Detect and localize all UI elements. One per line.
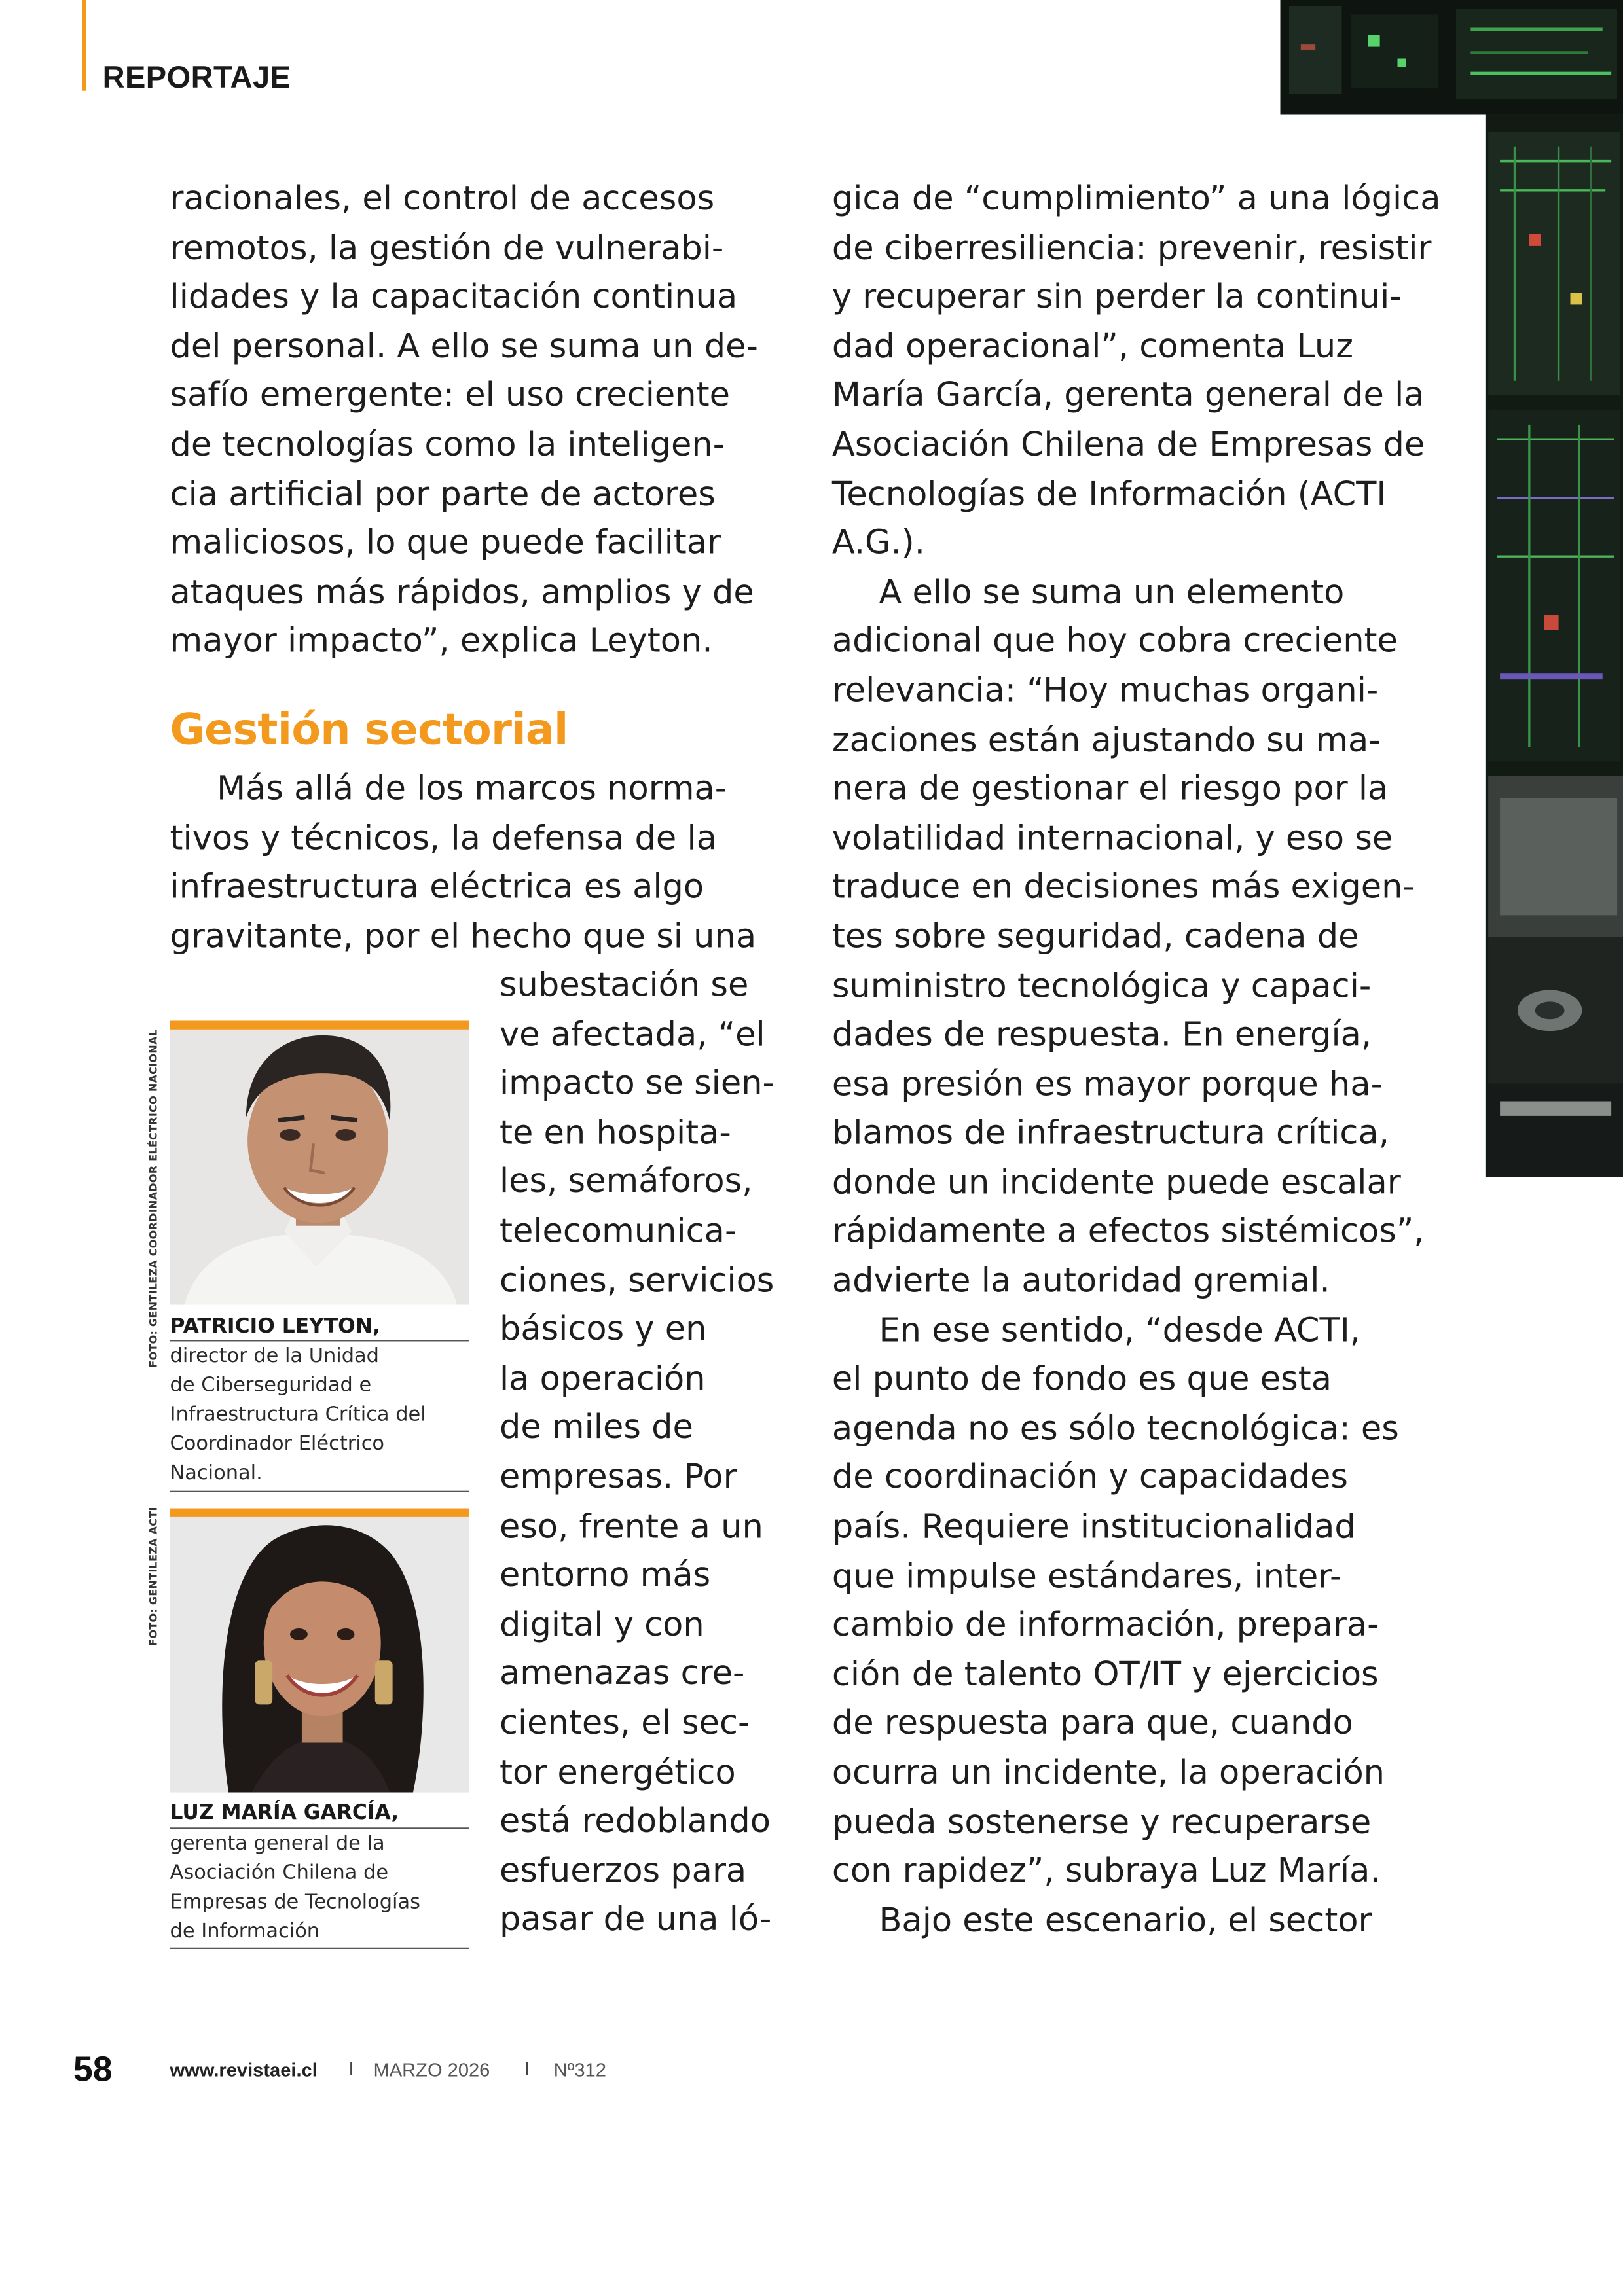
text-line: suministro tecnológica y capaci- xyxy=(831,967,1372,1005)
text-line: zaciones están ajustando su ma- xyxy=(831,721,1381,760)
caption-line: gerenta general de la xyxy=(170,1831,385,1856)
text-line: Bajo este escenario, el sector xyxy=(879,1901,1372,1941)
text-line: blamos de infraestructura crítica, xyxy=(831,1115,1389,1153)
text-line: A ello se suma un elemento xyxy=(879,573,1345,612)
text-line: digital y con xyxy=(499,1605,704,1644)
text-line: eso, frente a un xyxy=(499,1507,763,1546)
text-line: rápidamente a efectos sistémicos”, xyxy=(831,1213,1425,1251)
text-line: pasar de una ló- xyxy=(499,1901,772,1939)
text-line: lidades y la capacitación continua xyxy=(170,278,738,317)
text-line: Asociación Chilena de Empresas de xyxy=(831,426,1425,465)
text-line: ocurra un incidente, la operación xyxy=(831,1754,1385,1793)
right-column xyxy=(832,175,1441,1946)
photo-credit-leyton: FOTO: GENTILEZA COORDINADOR ELÉCTRICO NACIONAL xyxy=(146,1029,160,1368)
text-line: te en hospita- xyxy=(499,1114,731,1153)
text-line: cia artificial por parte de actores xyxy=(170,475,716,514)
text-line: tes sobre seguridad, cadena de xyxy=(831,918,1359,956)
text-line: de coordinación y capacidades xyxy=(831,1459,1348,1498)
text-line: racionales, el control de accesos xyxy=(170,180,715,219)
text-line: de respuesta para que, cuando xyxy=(831,1705,1353,1744)
text-line: empresas. Por xyxy=(499,1458,737,1497)
footer-separator: I xyxy=(348,2058,354,2080)
caption-garcia xyxy=(170,1829,420,1946)
text-line: María García, gerenta general de la xyxy=(831,376,1425,416)
caption-divider xyxy=(170,1948,469,1949)
left-column-section xyxy=(170,766,757,963)
text-line: maliciosos, lo que puede facilitar xyxy=(170,524,721,563)
text-line: la operación xyxy=(499,1359,706,1399)
text-line: volatilidad internacional, y eso se xyxy=(831,819,1393,858)
text-line: tivos y técnicos, la defensa de la xyxy=(170,819,717,858)
footer-issue: Nº312 xyxy=(553,2058,606,2081)
text-line: dades de respuesta. En energía, xyxy=(831,1016,1372,1055)
footer-separator: I xyxy=(524,2058,530,2080)
portrait-patricio-leyton xyxy=(170,1030,469,1305)
text-line: que impulse estándares, inter- xyxy=(831,1557,1342,1596)
text-line: con rapidez”, subraya Luz María. xyxy=(831,1852,1381,1891)
caption-name-leyton: PATRICIO LEYTON, xyxy=(170,1315,380,1338)
caption-line: de Información xyxy=(170,1920,320,1944)
text-line: y recuperar sin perder la continui- xyxy=(831,278,1402,317)
text-line: les, semáforos, xyxy=(499,1163,753,1202)
text-line: donde un incidente puede escalar xyxy=(831,1164,1401,1202)
text-line: del personal. A ello se suma un de- xyxy=(170,327,758,366)
caption-leyton xyxy=(170,1341,426,1488)
text-line: A.G.). xyxy=(831,524,925,563)
text-line: pueda sostenerse y recuperarse xyxy=(831,1803,1372,1842)
caption-line: Infraestructura Crítica del xyxy=(170,1403,426,1427)
portrait-luz-maria-garcia xyxy=(170,1517,469,1793)
portrait-image-leyton xyxy=(170,1030,469,1305)
text-line: el punto de fondo es que esta xyxy=(831,1361,1332,1399)
text-line: telecomunica- xyxy=(499,1212,737,1251)
text-line: Tecnologías de Información (ACTI xyxy=(831,475,1387,514)
text-line: básicos y en xyxy=(499,1310,707,1349)
text-line: remotos, la gestión de vulnerabi- xyxy=(170,229,724,268)
text-line: agenda no es sólo tecnológica: es xyxy=(831,1410,1399,1448)
text-line: subestación se xyxy=(499,966,749,1005)
text-line: advierte la autoridad gremial. xyxy=(831,1262,1330,1300)
portrait-accent-bar xyxy=(170,1509,469,1517)
caption-line: director de la Unidad xyxy=(170,1344,379,1368)
text-line: relevancia: “Hoy muchas organi- xyxy=(831,672,1379,710)
caption-divider xyxy=(170,1491,469,1492)
text-line: amenazas cre- xyxy=(499,1655,745,1694)
narrow-column xyxy=(500,962,775,1946)
text-line: gravitante, por el hecho que si una xyxy=(170,918,757,956)
footer-date: MARZO 2026 xyxy=(373,2058,490,2081)
text-line: esa presión es mayor porque ha- xyxy=(831,1066,1383,1104)
left-column-top xyxy=(170,175,758,668)
text-line: ataques más rápidos, amplios y de xyxy=(170,573,754,612)
text-line: tor energético xyxy=(499,1753,736,1792)
text-line: nera de gestionar el riesgo por la xyxy=(831,770,1389,809)
text-line: ción de talento OT/IT y ejercicios xyxy=(831,1656,1379,1695)
text-line: esfuerzos para xyxy=(499,1852,747,1890)
text-line: mayor impacto”, explica Leyton. xyxy=(170,622,713,661)
text-line: traduce en decisiones más exigen- xyxy=(831,869,1415,907)
text-line: safío emergente: el uso creciente xyxy=(170,376,730,416)
text-line: ve afectada, “el xyxy=(499,1015,765,1054)
page-number: 58 xyxy=(73,2050,113,2090)
footer-url[interactable]: www.revistaei.cl xyxy=(170,2058,318,2081)
caption-line: de Ciberseguridad e xyxy=(170,1373,372,1397)
caption-name-garcia: LUZ MARÍA GARCÍA, xyxy=(170,1801,399,1825)
text-line: de miles de xyxy=(499,1409,693,1448)
photo-credit-garcia: FOTO: GENTILEZA ACTI xyxy=(146,1507,160,1646)
text-line: infraestructura eléctrica es algo xyxy=(170,869,704,907)
text-line: En ese sentido, “desde ACTI, xyxy=(879,1311,1360,1350)
text-line: entorno más xyxy=(499,1556,711,1595)
subheading: Gestión sectorial xyxy=(170,704,568,755)
section-accent-bar xyxy=(82,0,86,91)
text-line: de tecnologías como la inteligen- xyxy=(170,426,725,465)
portrait-image-garcia xyxy=(170,1517,469,1793)
text-line: impacto se sien- xyxy=(499,1065,775,1103)
text-line: cientes, el sec- xyxy=(499,1704,750,1743)
text-line: cambio de información, prepara- xyxy=(831,1606,1379,1645)
text-line: dad operacional”, comenta Luz xyxy=(831,327,1354,366)
text-line: ciones, servicios xyxy=(499,1261,775,1300)
text-line: está redoblando xyxy=(499,1803,771,1841)
text-line: gica de “cumplimiento” a una lógica xyxy=(831,180,1441,219)
text-line: de ciberresiliencia: prevenir, resistir xyxy=(831,229,1432,268)
caption-line: Empresas de Tecnologías xyxy=(170,1890,420,1914)
text-line: adicional que hoy cobra creciente xyxy=(831,622,1398,661)
portrait-accent-bar xyxy=(170,1020,469,1029)
caption-line: Nacional. xyxy=(170,1461,263,1485)
text-line: país. Requiere institucionalidad xyxy=(831,1508,1356,1547)
text-line: Más allá de los marcos norma- xyxy=(217,770,727,809)
caption-line: Asociación Chilena de xyxy=(170,1861,389,1885)
caption-line: Coordinador Eléctrico xyxy=(170,1432,385,1456)
section-label: REPORTAJE xyxy=(102,61,291,96)
